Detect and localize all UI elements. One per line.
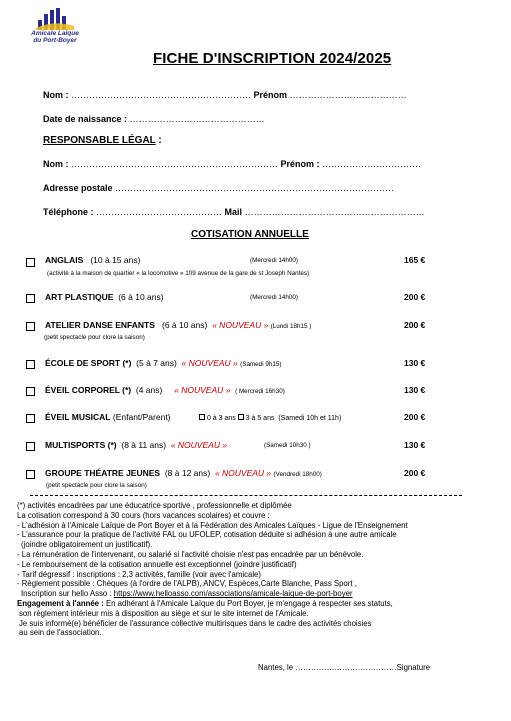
- activity-checkbox-multisports[interactable]: [26, 438, 35, 456]
- activity-name: ÉVEIL CORPOREL (*): [45, 385, 132, 395]
- activity-price: 200 €: [404, 292, 426, 302]
- nom-dots: ……………………………………………………: [71, 90, 252, 100]
- activity-price: 200 €: [404, 320, 426, 330]
- footer-line: La cotisation correspond à 30 cours (hors vacances scolaires) et couvre :: [17, 510, 270, 520]
- activity-detail: (8 à 12 ans): [164, 468, 211, 478]
- activity-checkbox-anglais[interactable]: [26, 254, 35, 272]
- activity-danse: [45, 320, 311, 330]
- activity-ecole-sport: [45, 358, 281, 368]
- footer-line: - La rémunération de l'intervenant, ou salarié si l'activité choisie n'est pas encadrée par un bénévole.: [17, 549, 364, 559]
- eveil-musical-options: [199, 414, 341, 422]
- logo-bars-icon: [34, 6, 76, 32]
- tel-label: Téléphone :: [43, 207, 94, 217]
- activity-time: ( Mercredi 16h30): [235, 388, 285, 395]
- footer-line: son règlement intérieur mis à disposition au siège et sur le site internet de l'Amicale.: [19, 608, 309, 618]
- adresse-field[interactable]: [43, 183, 394, 193]
- footer-notes: [17, 501, 408, 638]
- activity-detail: (Enfant/Parent): [112, 412, 171, 422]
- responsable-heading: [43, 135, 162, 146]
- activity-name: ART PLASTIQUE: [45, 292, 114, 302]
- activity-detail: (6 à 10 ans): [118, 292, 164, 302]
- nouveau-badge: « NOUVEAU »: [174, 385, 231, 395]
- resp-nom-dots: ……………………………………………………………: [71, 159, 279, 169]
- helloasso-prefix: Inscription sur hello Asso :: [21, 589, 112, 599]
- footer-line-helloasso: [17, 589, 408, 599]
- naissance-label: Date de naissance :: [43, 114, 128, 124]
- mail-dots: ……………………………………………………: [244, 207, 425, 217]
- activity-checkbox-eveil-corporel[interactable]: [26, 383, 35, 401]
- activity-time: (Samedi 9h15): [240, 361, 282, 368]
- activity-checkbox-ecole-sport[interactable]: [26, 356, 35, 374]
- prenom-label: Prénom: [253, 90, 288, 100]
- activity-note: (activité à la maison de quartier « la locomotive » 109 avenue de la gare de st Joseph Nantes): [47, 270, 310, 277]
- logo-line-1: Amicale Laïque: [31, 30, 79, 37]
- footer-line: Je suis informé(e) bénéficier de l'assurance collective multirisques dans le cadre des activités choisies: [19, 618, 372, 628]
- activity-name: MULTISPORTS (*): [45, 440, 117, 450]
- option-checkbox-3-5[interactable]: [238, 414, 244, 420]
- mail-label: Mail: [224, 207, 243, 217]
- naissance-field[interactable]: [43, 114, 265, 124]
- footer-line: - L'assurance pour la pratique de l'activité FAL ou UFOLEP, cotisation déduite si adhésion à une autre amicale: [17, 530, 397, 540]
- footer-line: - Règlement possible : Chèques (à l'ordre de l'ALPB), ANCV, Espèces,Carte Blanche, Pass Sport ,: [17, 579, 357, 589]
- activity-price: 200 €: [404, 468, 426, 478]
- engagement-text: En adhérant à l'Amicale Laïque du Port Boyer, je m'engage à respecter ses statuts,: [105, 598, 393, 608]
- activity-name: ANGLAIS: [45, 255, 84, 265]
- activity-checkbox-danse[interactable]: [26, 318, 35, 336]
- activity-detail: (6 à 10 ans): [161, 320, 208, 330]
- resp-nom-field[interactable]: [43, 159, 421, 169]
- resp-prenom-dots: ……………………………: [322, 159, 422, 169]
- helloasso-link[interactable]: https://www.helloasso.com/associations/amicale-laique-de-port-boyer: [113, 589, 353, 599]
- footer-line: (*) activités encadrées par une éducatrice sportive , professionnelle et diplômée: [17, 501, 292, 510]
- activity-note: (petit spectacle pour clore la saison): [46, 482, 147, 489]
- footer-line: (joindre obligatoirement un justificatif).: [21, 540, 153, 550]
- nouveau-badge: « NOUVEAU »: [212, 320, 269, 330]
- activity-time: (Samedi 10h30 ): [264, 442, 311, 449]
- footer-line: au sein de l'association.: [19, 628, 102, 638]
- activity-eveil-corporel: [45, 385, 285, 395]
- activity-name: GROUPE THÉATRE JEUNES: [45, 468, 161, 478]
- activity-multisports: [45, 440, 227, 450]
- activity-detail: (5 à 7 ans): [136, 358, 177, 368]
- activity-time: (Vendredi 18h00): [273, 471, 322, 478]
- adresse-dots: …………………………………………………………………………………: [115, 183, 395, 193]
- activity-name: ÉVEIL MUSICAL: [45, 412, 111, 422]
- activity-name: ATELIER DANSE ENFANTS: [45, 320, 155, 330]
- activity-note: (petit spectacle pour clore la saison): [44, 334, 145, 341]
- activity-price: 200 €: [404, 412, 426, 422]
- resp-nom-label: Nom :: [43, 159, 69, 169]
- page-title: FICHE D'INSCRIPTION 2024/2025: [153, 50, 392, 67]
- option-checkbox-0-3[interactable]: [199, 414, 205, 420]
- activity-eveil-musical: [45, 412, 171, 422]
- option-0-3: 0 à 3 ans: [206, 415, 236, 422]
- responsable-colon: :: [158, 135, 162, 146]
- activity-price: 165 €: [404, 255, 426, 265]
- nouveau-badge: « NOUVEAU »: [214, 468, 272, 478]
- activity-price: 130 €: [404, 440, 426, 450]
- activity-checkbox-eveil-musical[interactable]: [26, 410, 35, 428]
- option-3-5: 3 à 5 ans: [245, 415, 275, 422]
- sign-prefix: Nantes, le: [258, 663, 294, 672]
- activity-price: 130 €: [404, 358, 426, 368]
- nouveau-badge: « NOUVEAU »: [181, 358, 238, 368]
- activity-theatre: [45, 468, 322, 478]
- divider: [30, 495, 462, 496]
- activity-price: 130 €: [404, 385, 426, 395]
- activity-name: ÉCOLE DE SPORT (*): [45, 358, 132, 368]
- footer-line: - Tarif dégressif : inscriptions : 2,3 activités, famille (voir avec l'amicale): [17, 569, 261, 579]
- nouveau-badge: « NOUVEAU »: [170, 440, 228, 450]
- nom-field[interactable]: [43, 90, 407, 100]
- adresse-label: Adresse postale: [43, 183, 113, 193]
- signature-line[interactable]: [258, 663, 430, 673]
- sign-dots: …………………………………: [295, 663, 397, 672]
- footer-line: - Le remboursement de la cotisation annuelle est exceptionnel (joindre justificatif): [17, 559, 297, 569]
- activity-art-plastique: [45, 292, 164, 302]
- activity-detail: (8 à 11 ans): [121, 440, 167, 450]
- activity-time: (Samedi 10h et 11h): [278, 415, 342, 422]
- resp-prenom-label: Prénom :: [280, 159, 320, 169]
- logo-line-2: du Port-Boyer: [33, 37, 77, 44]
- prenom-dots: …………………………………: [289, 90, 407, 100]
- responsable-title: RESPONSABLE LÉGAL: [43, 135, 156, 146]
- engagement-label: Engagement à l'année :: [17, 598, 104, 608]
- tel-dots: ……………………………………: [96, 207, 223, 217]
- activity-time: (Mercredi 14h00): [250, 257, 298, 264]
- sign-label: Signature: [396, 663, 431, 672]
- activity-time: (Mercredi 14h00): [250, 294, 298, 301]
- naissance-dots: ………………………………………: [129, 114, 265, 124]
- activity-anglais: [45, 255, 140, 265]
- nom-label: Nom :: [43, 90, 69, 100]
- footer-line-engagement: [17, 599, 408, 609]
- activity-checkbox-art-plastique[interactable]: [26, 290, 35, 308]
- cotisation-title: COTISATION ANNUELLE: [191, 229, 309, 240]
- activity-checkbox-theatre[interactable]: [26, 466, 35, 484]
- activity-detail: (10 à 15 ans): [90, 255, 141, 265]
- activity-time: (Lundi 18h15 ): [270, 323, 312, 330]
- footer-line: - L'adhésion à l'Amicale Laïque de Port Boyer et à la Fédération des Amicales Laïques - Ligue de l'Enseignement: [17, 520, 408, 530]
- logo-text: [30, 30, 80, 44]
- activity-detail: (4 ans): [135, 385, 163, 395]
- tel-mail-field[interactable]: [43, 207, 425, 217]
